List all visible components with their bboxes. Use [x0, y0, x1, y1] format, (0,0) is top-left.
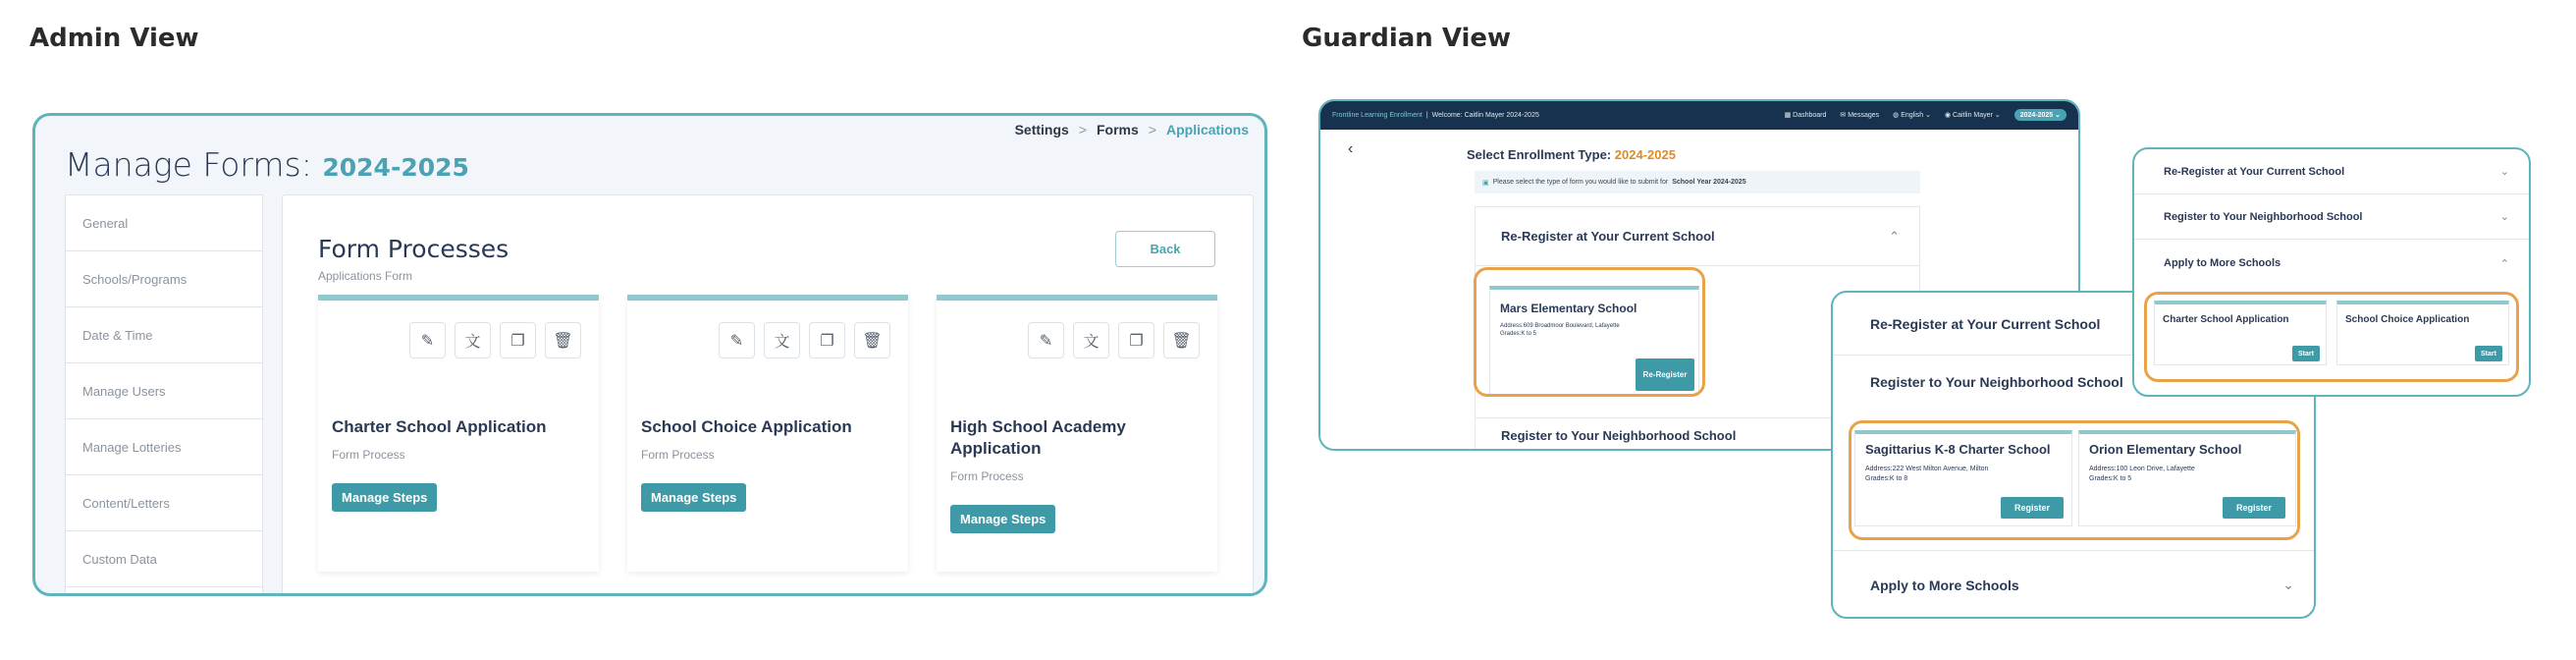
- enrollment-type-label: Select Enrollment Type:: [1467, 147, 1612, 162]
- manage-steps-button[interactable]: Manage Steps: [950, 505, 1055, 533]
- brand-logo[interactable]: Frontline Learning Enrollment: [1332, 112, 1422, 119]
- accordion-neighborhood[interactable]: [2134, 194, 2529, 240]
- register-button[interactable]: Register: [2223, 497, 2285, 519]
- accordion-label: Register to Your Neighborhood School: [1501, 428, 1737, 443]
- admin-view-heading: Admin View: [29, 24, 199, 53]
- school-grades: Grades:K to 8: [1865, 475, 1908, 482]
- chevron-down-icon: ⌄: [2282, 577, 2294, 592]
- highlight-outline: [2144, 292, 2519, 382]
- page-title-year: 2024-2025: [322, 153, 469, 182]
- accordion-apply-more[interactable]: [1833, 550, 2314, 619]
- breadcrumb-settings[interactable]: Settings: [1014, 122, 1069, 138]
- chevron-down-icon: ⌄: [2499, 166, 2509, 178]
- accordion-label: Register to Your Neighborhood School: [2164, 210, 2363, 223]
- accordion-reregister[interactable]: [1476, 207, 1919, 266]
- notice-bold: School Year 2024-2025: [1672, 179, 1746, 186]
- accordion-label: Apply to More Schools: [2164, 257, 2281, 269]
- welcome-text: Welcome: Caitlin Mayer 2024-2025: [1431, 112, 1539, 119]
- panel-title: Form Processes: [318, 235, 510, 263]
- dashboard-icon: ▦: [1784, 112, 1792, 119]
- card-type: Form Process: [950, 469, 1024, 483]
- school-grades: Grades:K to 5: [1500, 331, 1537, 337]
- back-chevron-icon[interactable]: ‹: [1348, 140, 1354, 157]
- top-nav: [1320, 101, 2078, 130]
- panel-subtitle: Applications Form: [318, 269, 413, 283]
- sidebar-item-schools-programs[interactable]: Schools/Programs: [66, 251, 262, 307]
- card-title: Charter School Application: [332, 417, 547, 436]
- sidebar-item-custom-data[interactable]: Custom Data: [66, 531, 262, 587]
- messages-icon: ✉: [1840, 112, 1847, 119]
- sidebar-item-content-letters[interactable]: Content/Letters: [66, 475, 262, 531]
- enrollment-type-year: 2024-2025: [1614, 147, 1676, 162]
- translate-icon[interactable]: 文: [1073, 322, 1109, 358]
- notice-text: Please select the type of form you would like to submit for: [1492, 179, 1669, 186]
- school-name: Sagittarius K-8 Charter School: [1865, 442, 2051, 457]
- user-icon: ◉: [1944, 112, 1952, 119]
- school-address: Address:100 Leon Drive, Lafayette: [2089, 466, 2195, 472]
- manage-steps-button[interactable]: Manage Steps: [332, 483, 437, 512]
- chevron-down-icon: ⌄: [2499, 211, 2509, 223]
- card-title: High School Academy Application: [950, 417, 1126, 458]
- breadcrumb-forms[interactable]: Forms: [1097, 122, 1139, 138]
- page-title: [65, 145, 469, 184]
- translate-icon[interactable]: 文: [764, 322, 800, 358]
- enrollment-type-title: [1467, 147, 1676, 162]
- sidebar-item-general[interactable]: General: [66, 195, 262, 251]
- accordion-apply-more[interactable]: [2134, 240, 2529, 287]
- breadcrumb: [1015, 122, 1249, 138]
- school-address: Address:609 Broadmoor Boulevard, Lafayette: [1500, 323, 1620, 329]
- form-process-card: [937, 295, 1217, 572]
- start-button[interactable]: Start: [2475, 346, 2502, 361]
- application-name: School Choice Application: [2345, 314, 2470, 325]
- nav-dashboard-label: Dashboard: [1793, 112, 1827, 119]
- breadcrumb-applications: Applications: [1165, 122, 1249, 138]
- nav-dashboard[interactable]: [1785, 111, 1827, 119]
- register-button[interactable]: Register: [2001, 497, 2064, 519]
- chevron-up-icon: ⌃: [2499, 257, 2509, 270]
- page-title-text: Manage Forms:: [65, 145, 312, 184]
- delete-icon[interactable]: 🗑: [1163, 322, 1200, 358]
- accordion-reregister[interactable]: [2134, 149, 2529, 194]
- form-processes-panel: [282, 194, 1254, 596]
- highlight-outline: [1474, 267, 1705, 397]
- language-label: English: [1901, 112, 1924, 119]
- chevron-up-icon: ⌃: [1889, 228, 1900, 244]
- info-notice: [1475, 171, 1920, 193]
- school-address: Address:222 West Milton Avenue, Milton: [1865, 466, 1989, 472]
- nav-messages-label: Messages: [1848, 112, 1880, 119]
- form-process-card: [318, 295, 599, 572]
- school-name: Orion Elementary School: [2089, 442, 2242, 457]
- admin-screenshot: [32, 113, 1267, 596]
- card-type: Form Process: [332, 448, 405, 462]
- edit-icon[interactable]: ✎: [1028, 322, 1064, 358]
- school-grades: Grades:K to 5: [2089, 475, 2132, 482]
- copy-icon[interactable]: ❐: [1118, 322, 1154, 358]
- nav-messages[interactable]: [1840, 111, 1879, 119]
- back-button[interactable]: Back: [1115, 231, 1215, 267]
- sidebar-item-date-time[interactable]: Date & Time: [66, 307, 262, 363]
- user-menu[interactable]: ◉ Caitlin Mayer ⌄: [1944, 112, 2001, 119]
- copy-icon[interactable]: ❐: [500, 322, 536, 358]
- card-title: School Choice Application: [641, 417, 852, 436]
- highlight-outline: [1849, 420, 2300, 540]
- year-selector-label: 2024-2025: [2019, 112, 2054, 119]
- reregister-button[interactable]: Re-Register: [1636, 358, 1694, 391]
- guardian-view-heading: Guardian View: [1302, 24, 1512, 53]
- accordion-label: Re-Register at Your Current School: [1501, 229, 1715, 244]
- form-process-card: [627, 295, 908, 572]
- application-name: Charter School Application: [2163, 314, 2289, 325]
- breadcrumb-separator: >: [1078, 122, 1087, 138]
- divider: |: [1425, 112, 1428, 119]
- card-type: Form Process: [641, 448, 715, 462]
- breadcrumb-separator: >: [1148, 122, 1156, 138]
- settings-sidebar: [65, 194, 263, 596]
- delete-icon[interactable]: 🗑: [854, 322, 890, 358]
- language-select[interactable]: ◍ English ⌄: [1893, 112, 1931, 119]
- edit-icon[interactable]: ✎: [409, 322, 446, 358]
- accordion-label: Re-Register at Your Current School: [2164, 165, 2345, 178]
- copy-icon[interactable]: ❐: [809, 322, 845, 358]
- manage-steps-button[interactable]: Manage Steps: [641, 483, 746, 512]
- accordion-label: Apply to More Schools: [1870, 577, 2019, 593]
- globe-icon: ◍: [1893, 112, 1900, 119]
- edit-icon[interactable]: ✎: [719, 322, 755, 358]
- accordion-label: Register to Your Neighborhood School: [1870, 374, 2123, 390]
- sidebar-item-manage-lotteries[interactable]: Manage Lotteries: [66, 419, 262, 475]
- delete-icon[interactable]: 🗑: [545, 322, 581, 358]
- sidebar-item-manage-users[interactable]: Manage Users: [66, 363, 262, 419]
- info-icon: ▣: [1482, 179, 1489, 187]
- start-button[interactable]: Start: [2292, 346, 2320, 361]
- year-selector[interactable]: 2024-2025 ⌄: [2014, 109, 2066, 121]
- translate-icon[interactable]: 文: [455, 322, 491, 358]
- user-name: Caitlin Mayer: [1953, 112, 1993, 119]
- accordion-label: Re-Register at Your Current School: [1870, 315, 2101, 332]
- school-name: Mars Elementary School: [1500, 302, 1637, 315]
